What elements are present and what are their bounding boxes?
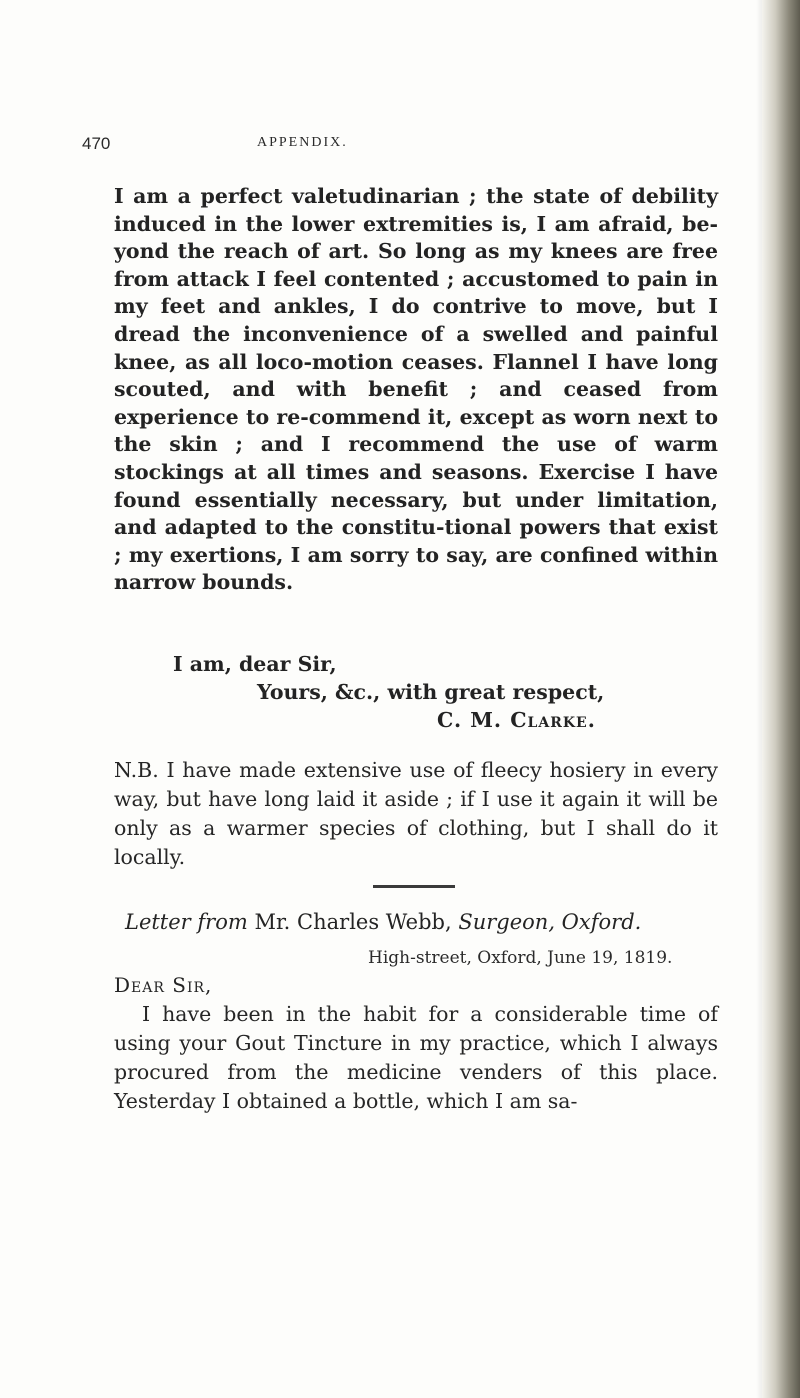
letter-webb-body [114, 1000, 718, 1116]
nota-bene [114, 756, 718, 872]
heading-prefix: Letter from [125, 910, 248, 934]
letter-clarke-paragraph: I am a perfect valetudinarian ; the state of debility induced in the lower extremities is, I am afraid, be-yond the reach of art. So long as my knees are free from attack I feel contented ; accustomed to pain in my feet and ankles, I do contrive to move, but I dread the inconvenience of a swelled and painful knee, as all loco-motion ceases. Flannel I have long scouted, and with benefit ; and ceased from experience to re-commend it, except as worn next to the skin ; and I recommend the use of warm stockings at all times and seasons. Exercise I have found essentially necessary, but under limitation, and adapted to the constitu-tional powers that exist ; my exertions, I am sorry to say, are confined within narrow bounds. [114, 184, 718, 595]
heading-name: Mr. Charles Webb, [254, 910, 452, 934]
page-number: 470 [82, 134, 111, 153]
nota-bene-text: N.B. I have made extensive use of fleecy hosiery in every way, but have long laid it aside ; if I use it again it will be only as a warmer species of clothing, but I shall do it locally. [114, 758, 718, 869]
closing-line-2: Yours, &c., with great respect, [257, 680, 605, 704]
letter-webb-heading [125, 910, 641, 934]
letter-clarke-body [114, 183, 718, 597]
signature: C. M. Clarke. [437, 708, 596, 732]
running-title: APPENDIX. [257, 135, 348, 150]
book-spine-edge [762, 0, 800, 1398]
section-divider [373, 885, 455, 888]
letter-webb-paragraph: I have been in the habit for a considerable time of using your Gout Tincture in my practice, which I always procured from the medicine venders of this place. Yesterday I obtained a bottle, which I am sa- [114, 1002, 718, 1113]
salutation: Dear Sir, [114, 973, 213, 997]
closing-line-1: I am, dear Sir, [173, 652, 337, 676]
heading-role: Surgeon, Oxford. [458, 910, 642, 934]
page-header [82, 134, 642, 160]
dateline: High-street, Oxford, June 19, 1819. [368, 948, 673, 968]
